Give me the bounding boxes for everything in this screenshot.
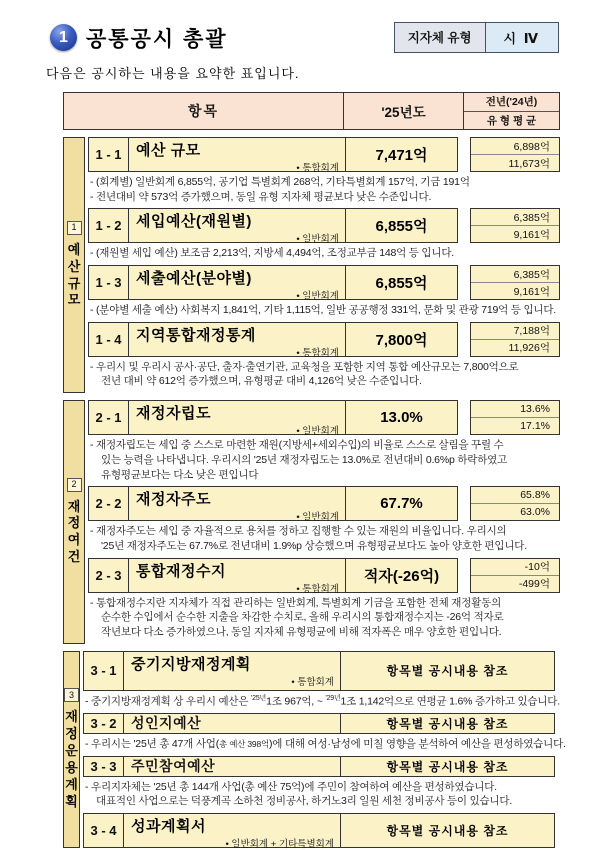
section-marker-1: 1 (67, 221, 82, 235)
header-prev-avg (464, 93, 559, 129)
row-account: • 일반회계 (296, 512, 339, 524)
table-row (83, 651, 566, 691)
avg-type: 63.0% (520, 506, 550, 519)
avg-type: 9,161억 (513, 285, 550, 298)
section-label-2: 재정여건 (67, 498, 81, 565)
row-note (88, 172, 560, 208)
avg-type: 9,161억 (513, 228, 550, 241)
avg-type: 11,926억 (508, 342, 550, 355)
row-id: 1 - 2 (89, 209, 129, 242)
avg-prev-year: 13.6% (471, 401, 559, 418)
row-account: • 통합회계 (296, 163, 339, 174)
row-reference: 항목별 공시내용 참조 (386, 759, 509, 774)
row-value: 6,855억 (375, 275, 428, 293)
note-line: - (재원별 세입 예산) 보조금 2,213억, 지방세 4,494억, 조정교부금 148억 등 입니다. (90, 247, 454, 260)
row-account: • 일반회계 (296, 234, 339, 246)
row-account: • 일반회계 + 기타특별회계 (225, 838, 334, 850)
header-prev-line2: 유 형 평 균 (486, 114, 537, 127)
section-sidebar-2 (63, 400, 85, 644)
note-line: - 우리지자체는 '25년 총 144개 사업(총 예산 75억)에 주민이 참여하여 예산을 편성하였습니다. (85, 780, 497, 793)
row-note (88, 300, 560, 322)
row-reference: 항목별 공시내용 참조 (386, 823, 509, 838)
note-line: 유형평균보다는 다소 낮은 편입니다 (101, 468, 259, 481)
row-title: 예산 규모 (136, 142, 201, 159)
row-note (83, 734, 566, 756)
table-row (83, 713, 566, 734)
row-averages (470, 265, 560, 300)
row-averages (470, 400, 560, 435)
row-account: • 일반회계 (296, 426, 339, 438)
row-title: 재정자주도 (136, 491, 211, 509)
note-line: - 전년대비 약 573억 증가했으며, 동일 유형 지자체 평균보다 낮은 수준입니다. (90, 190, 432, 203)
row-reference: 항목별 공시내용 참조 (386, 716, 509, 731)
table-row (88, 558, 560, 593)
row-title: 성과계획서 (131, 817, 206, 835)
row-reference: 항목별 공시내용 참조 (386, 664, 509, 679)
avg-type: -499억 (518, 578, 550, 591)
table-row (88, 137, 560, 172)
district-type-badge (394, 22, 559, 53)
row-averages (470, 558, 560, 593)
row-id: 1 - 1 (89, 138, 129, 171)
row-title: 세출예산(분야별) (136, 270, 252, 288)
district-type-label: 지자체 유형 (395, 23, 486, 52)
row-note (83, 691, 566, 713)
row-value: 13.0% (380, 409, 423, 427)
row-id: 2 - 2 (89, 487, 129, 520)
page-header (50, 22, 559, 53)
row-value: 적자(-26억) (363, 567, 440, 585)
row-value: 67.7% (380, 495, 423, 513)
row-title: 통합재정수지 (136, 562, 226, 580)
row-id: 3 - 3 (84, 757, 124, 776)
table-row (88, 400, 560, 438)
section-fiscal-condition (63, 400, 560, 644)
note-line: '25년 재정자주도는 67.7%로 전년대비 1.9%p 상승했으며 유형평균보다도 높아 양호한 편입니다. (101, 539, 527, 552)
row-title: 주민참여예산 (124, 757, 341, 776)
avg-type: 11,673억 (508, 157, 550, 170)
header-item: 항목 (64, 93, 344, 129)
avg-prev-year: 6,385억 (471, 209, 559, 226)
row-id: 3 - 2 (84, 714, 124, 733)
row-id: 3 - 4 (84, 814, 124, 847)
row-id: 2 - 3 (89, 559, 129, 592)
note-line: 순수한 수입에서 순수한 지출을 차감한 수치로, 올해 우리시의 통합재정수지는 -26억 적자로 (101, 611, 504, 624)
section-number-icon: 1 (50, 24, 77, 51)
table-row (88, 486, 560, 524)
section-marker-3: 3 (64, 688, 79, 702)
table-row (88, 208, 560, 246)
section-label-3: 재정운용계획 (65, 709, 78, 809)
row-account: • 일반회계 (296, 291, 339, 303)
table-row (88, 265, 560, 303)
row-account: • 통합회계 (291, 676, 334, 688)
row-averages (470, 137, 560, 172)
note-line: 작년보다 다소 증가하였으나, 동일 지자체 유형평균에 비해 적자폭은 매우 양호한 편입니다. (101, 625, 502, 638)
district-type-value: 시 Ⅳ (486, 23, 558, 52)
header-year: '25년도 (344, 93, 464, 129)
section-label-1: 예산규모 (67, 241, 81, 308)
row-note (88, 521, 560, 557)
section-sidebar-3 (63, 651, 80, 848)
section-sidebar-1 (63, 137, 85, 393)
note-line: - 중기지방재정계획 상 우리시 예산은 $^{'25년}$1조 967억, ~ $^{'29년}$1조 1,142억으로 연평균 1.6% 증가하고 있습니다. (85, 694, 560, 708)
row-id: 1 - 3 (89, 266, 129, 299)
row-id: 1 - 4 (89, 323, 129, 356)
section-marker-2: 2 (67, 478, 82, 492)
row-id: 3 - 1 (84, 652, 124, 690)
table-row (83, 756, 566, 777)
row-value: 6,855억 (375, 218, 428, 236)
note-line: - 우리시 및 우리시 공사·공단, 출자·출연기관, 교육청을 포함한 지역 통합 예산규모는 7,800억으로 (90, 360, 519, 373)
page-title: 공통공시 총괄 (86, 27, 228, 51)
page-subtitle: 다음은 공시하는 내용을 요약한 표입니다. (46, 66, 300, 81)
avg-type: 17.1% (520, 420, 550, 433)
note-line: 전년 대비 약 612억 증가했으며, 유형평균 대비 4,126억 낮은 수준입니다. (101, 375, 422, 388)
row-note (88, 593, 560, 644)
section-budget-size (63, 137, 560, 393)
avg-prev-year: 7,188억 (471, 323, 559, 340)
row-averages (470, 486, 560, 521)
note-line: - (회계별) 일반회계 6,855억, 공기업 특별회계 268억, 기타특별회계 157억, 기금 191억 (90, 176, 470, 188)
section-fiscal-plan (63, 651, 566, 850)
row-account: • 통합회계 (296, 583, 339, 595)
row-title: 중기지방재정계획 (131, 655, 251, 673)
row-note (88, 243, 560, 265)
row-id: 2 - 1 (89, 401, 129, 434)
row-note (88, 435, 560, 486)
table-header (63, 92, 560, 130)
note-line: - 재정자립도는 세입 중 스스로 마련한 재원(지방세+세외수입)의 비율로 스스로 살림을 꾸릴 수 (90, 439, 504, 452)
note-line: - 통합재정수지란 지자체가 직접 관리하는 일반회계, 특별회계 기금을 포함한 전체 재정활동의 (90, 596, 502, 609)
table-row (88, 322, 560, 357)
header-prev-line1: 전년('24년) (464, 93, 559, 112)
table-row (83, 813, 566, 848)
note-line: - (분야별 세출 예산) 사회복지 1,841억, 기타 1,115억, 일반 공공행정 331억, 문화 및 관광 719억 등 입니다. (90, 304, 557, 317)
note-line: - 우리시는 '25년 총 47개 사업(총 예산 398억)에 대해 여성·남성에 미칠 영향을 분석하여 예산을 편성하였습니다. (85, 737, 566, 750)
note-line: 있는 능력을 나타냅니다. 우리시의 '25년 재정자립도는 13.0%로 전년대비 0.6%p 하락하였고 (101, 453, 508, 466)
note-line: 대표적인 사업으로는 덕풍계곡 소하천 정비공사, 하거노3리 일원 세천 정비공사 등이 있습니다. (96, 795, 513, 808)
row-note (88, 357, 560, 393)
avg-prev-year: 6,385억 (471, 266, 559, 283)
row-averages (470, 208, 560, 243)
row-title: 재정자립도 (136, 405, 211, 423)
avg-prev-year: 6,898억 (471, 138, 559, 155)
row-title: 세입예산(재원별) (136, 213, 252, 231)
row-note (83, 777, 566, 813)
avg-prev-year: 65.8% (471, 487, 559, 504)
note-line: - 재정자주도는 세입 중 자율적으로 용처를 정하고 집행할 수 있는 재원의 비율입니다. 우리시의 (90, 525, 507, 538)
row-value: 7,471억 (375, 147, 428, 164)
row-value: 7,800억 (375, 331, 428, 349)
avg-prev-year: -10억 (471, 559, 559, 576)
row-title: 지역통합재정통계 (136, 326, 256, 344)
row-title: 성인지예산 (124, 714, 341, 733)
row-account: • 통합회계 (296, 347, 339, 359)
row-averages (470, 322, 560, 357)
